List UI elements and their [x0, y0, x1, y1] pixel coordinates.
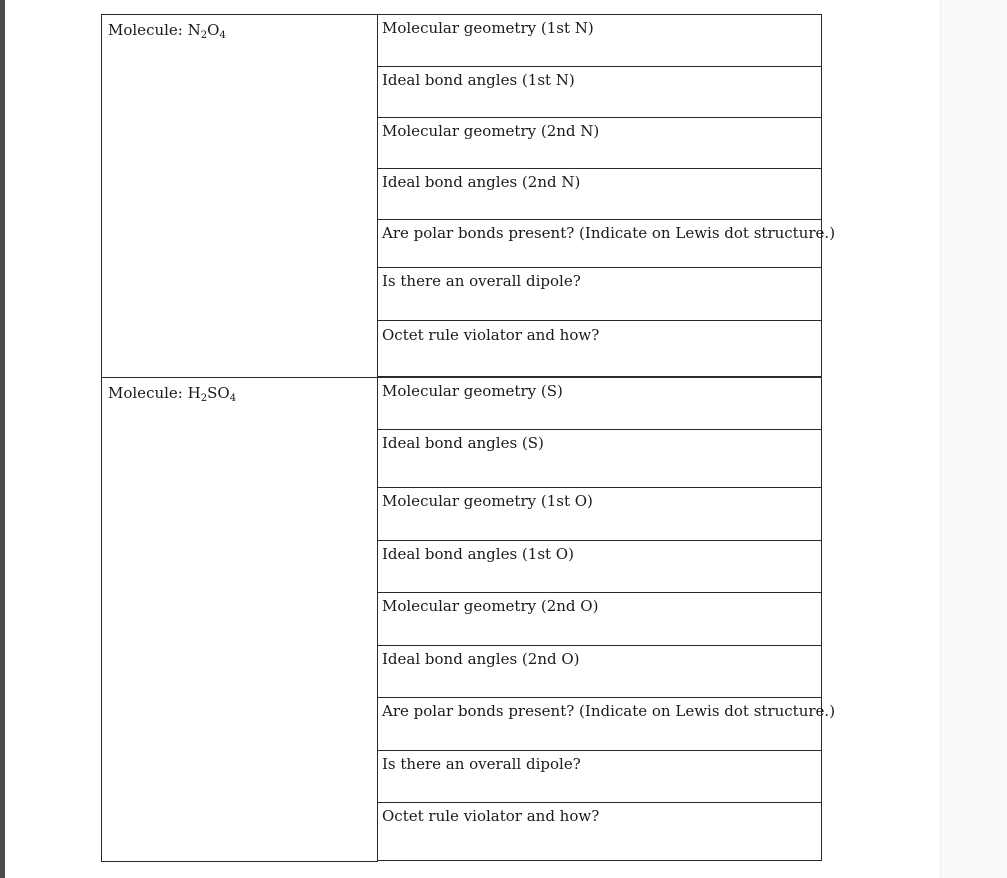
question-label: Molecular geometry (1st N) — [382, 19, 594, 37]
worksheet-page — [5, 0, 940, 878]
question-cell — [377, 487, 822, 541]
question-cell — [377, 219, 836, 268]
question-label: Are polar bonds present? (Indicate on Lewis dot structure.) — [382, 702, 836, 720]
question-cell — [377, 168, 822, 220]
question-label: Are polar bonds present? (Indicate on Lewis dot structure.) — [382, 224, 836, 242]
viewer-right-margin — [940, 0, 1007, 878]
question-label: Is there an overall dipole? — [382, 272, 581, 290]
question-cell — [377, 697, 836, 751]
question-label: Is there an overall dipole? — [382, 755, 581, 773]
question-cell — [377, 802, 822, 861]
molecule-label: Molecule: $H_2SO_4$ — [108, 384, 237, 404]
molecule-label: Molecule: $N_2O_4$ — [108, 21, 226, 41]
question-cell — [377, 750, 822, 803]
question-cell — [377, 14, 822, 67]
question-label: Octet rule violator and how? — [382, 326, 600, 344]
question-label: Octet rule violator and how? — [382, 807, 600, 825]
question-cell — [377, 66, 822, 118]
question-label: Molecular geometry (1st O) — [382, 492, 593, 510]
question-label: Ideal bond angles (1st O) — [382, 545, 574, 563]
question-cell — [377, 320, 822, 377]
question-label: Molecular geometry (S) — [382, 382, 563, 400]
question-cell — [377, 592, 822, 646]
question-cell — [377, 117, 822, 169]
question-label: Molecular geometry (2nd O) — [382, 597, 599, 615]
question-label: Ideal bond angles (2nd O) — [382, 650, 580, 668]
question-label: Ideal bond angles (1st N) — [382, 71, 575, 89]
question-cell — [377, 645, 822, 698]
question-cell — [377, 429, 822, 488]
question-cell — [377, 540, 822, 593]
question-cell — [377, 267, 822, 321]
question-label: Molecular geometry (2nd N) — [382, 122, 600, 140]
molecule-cell-h2so4 — [101, 377, 378, 862]
question-label: Ideal bond angles (2nd N) — [382, 173, 581, 191]
question-label: Ideal bond angles (S) — [382, 434, 544, 452]
question-cell — [377, 377, 822, 430]
molecule-cell-n2o4 — [101, 14, 378, 378]
